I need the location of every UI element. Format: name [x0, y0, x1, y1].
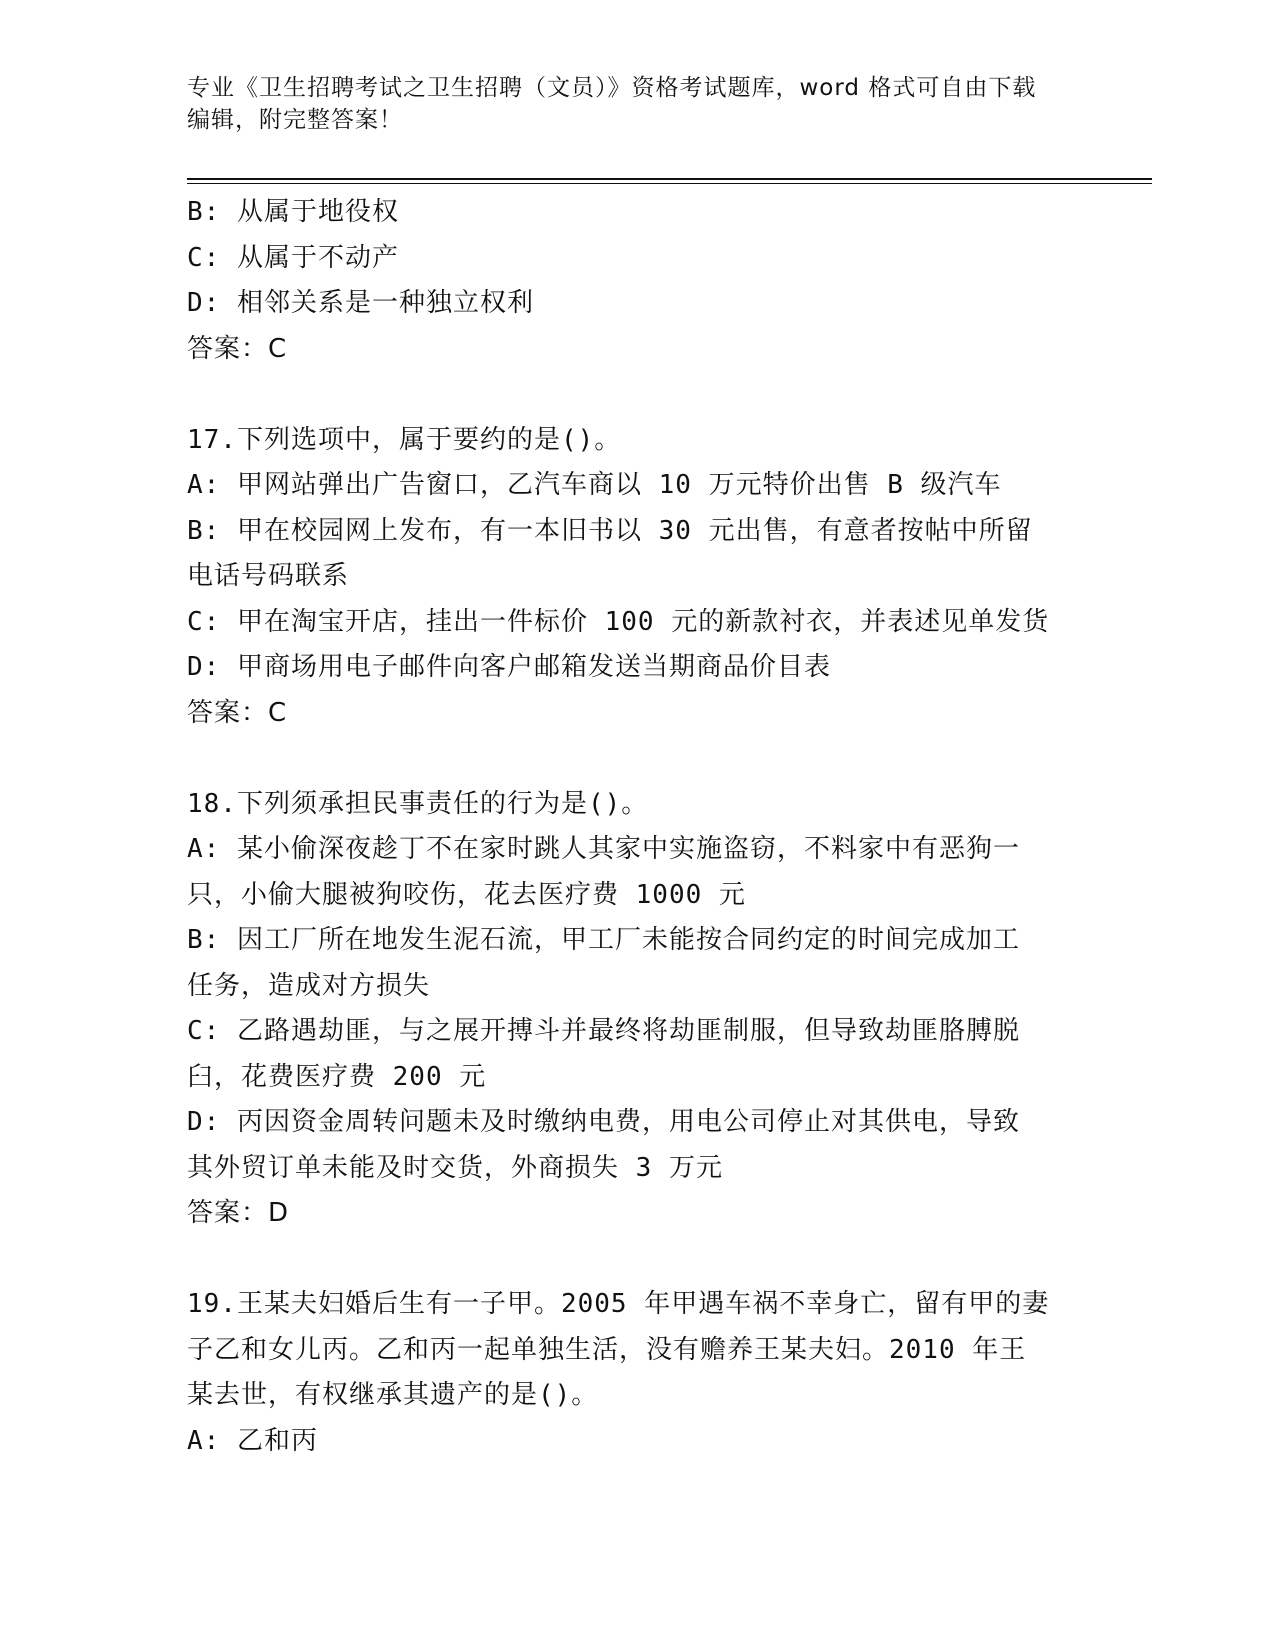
option-line: A: 某小偷深夜趁丁不在家时跳人其家中实施盗窃，不料家中有恶狗一: [187, 834, 1020, 864]
option-line: D: 甲商场用电子邮件向客户邮箱发送当期商品价目表: [187, 652, 831, 682]
question-line: 18.下列须承担民事责任的行为是()。: [187, 788, 649, 819]
header-rule-thick: [187, 178, 1152, 180]
option-line: A: 乙和丙: [187, 1425, 318, 1456]
question-content: [187, 190, 1087, 1464]
option-line: 其外贸订单未能及时交货，外商损失 3 万元: [187, 1152, 723, 1183]
option-line: 臼，花费医疗费 200 元: [187, 1061, 487, 1092]
question-line: 某去世，有权继承其遗产的是()。: [187, 1380, 599, 1410]
option-line: D: 相邻关系是一种独立权利: [187, 288, 534, 318]
answer-line: 答案：D: [187, 1198, 290, 1228]
option-line: 只，小偷大腿被狗咬伤，花去医疗费 1000 元: [187, 879, 746, 910]
option-line: C: 从属于不动产: [187, 242, 399, 273]
question-line: 17.下列选项中，属于要约的是()。: [187, 424, 622, 455]
paragraph-gap: [187, 736, 1087, 782]
answer-line: 答案：C: [187, 333, 288, 364]
header-rule-thin: [187, 183, 1152, 184]
paragraph-gap: [187, 372, 1087, 418]
question-line: 子乙和女儿丙。乙和丙一起单独生活，没有赡养王某夫妇。2010 年王: [187, 1334, 1027, 1365]
option-line: C: 甲在淘宝开店，挂出一件标价 100 元的新款衬衣，并表述见单发货: [187, 606, 1050, 637]
option-line: A: 甲网站弹出广告窗口，乙汽车商以 10 万元特价出售 B 级汽车: [187, 470, 1002, 500]
document-header: [187, 72, 1067, 136]
option-line: B: 因工厂所在地发生泥石流，甲工厂未能按合同约定的时间完成加工: [187, 925, 1020, 955]
option-line: B: 从属于地役权: [187, 197, 399, 227]
header-line-1: 专业《卫生招聘考试之卫生招聘（文员）》资格考试题库，word 格式可自由下载: [187, 75, 1037, 101]
question-line: 19.王某夫妇婚后生有一子甲。2005 年甲遇车祸不幸身亡，留有甲的妻: [187, 1289, 1050, 1319]
option-line: 电话号码联系: [187, 561, 350, 591]
answer-line: 答案：C: [187, 697, 288, 728]
header-line-2: 编辑，附完整答案！: [187, 107, 403, 133]
option-line: C: 乙路遇劫匪，与之展开搏斗并最终将劫匪制服，但导致劫匪胳膊脱: [187, 1016, 1020, 1046]
paragraph-gap: [187, 1237, 1087, 1283]
option-line: B: 甲在校园网上发布，有一本旧书以 30 元出售，有意者按帖中所留: [187, 515, 1033, 546]
option-line: 任务，造成对方损失: [187, 970, 431, 1001]
option-line: D: 丙因资金周转问题未及时缴纳电费，用电公司停止对其供电，导致: [187, 1107, 1020, 1137]
